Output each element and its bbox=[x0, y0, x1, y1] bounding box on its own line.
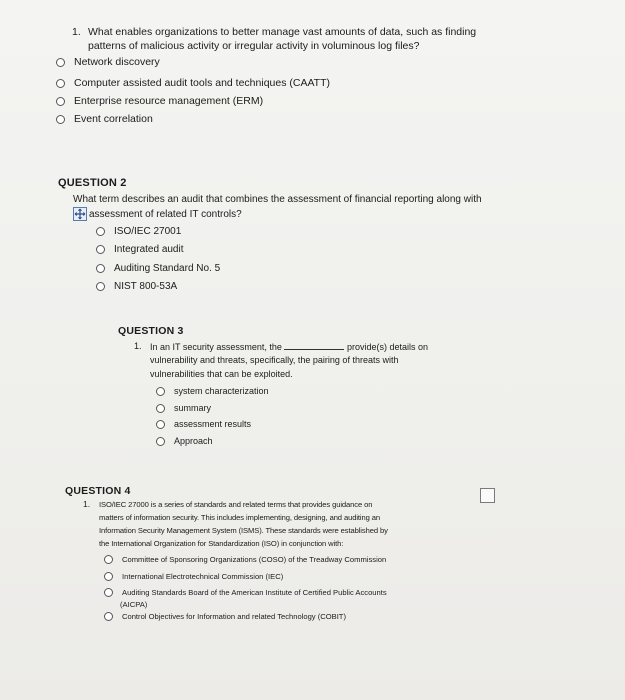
answer-blank bbox=[284, 340, 344, 350]
q1-number: 1. bbox=[72, 26, 81, 38]
radio-icon[interactable] bbox=[104, 588, 113, 597]
q4-option-label: Auditing Standards Board of the American Institute of Certified Public Accounts bbox=[122, 588, 387, 597]
radio-icon[interactable] bbox=[104, 555, 113, 564]
q4-text-line3: Information Security Management System (ISMS). These standards were established by bbox=[99, 526, 388, 535]
q1-option-label: Computer assisted audit tools and techniques (CAATT) bbox=[74, 77, 331, 89]
q3-text-line1a: In an IT security assessment, the bbox=[150, 342, 282, 352]
q3-option-label: system characterization bbox=[174, 386, 269, 396]
checkbox-icon[interactable] bbox=[480, 488, 495, 503]
q2-text-line2: assessment of related IT controls? bbox=[89, 209, 242, 220]
radio-icon[interactable] bbox=[156, 404, 165, 413]
q3-heading: QUESTION 3 bbox=[118, 325, 184, 337]
q4-option-label: International Electrotechnical Commission (IEC) bbox=[122, 572, 284, 581]
q2-option-1[interactable] bbox=[96, 224, 181, 239]
q4-option-1[interactable] bbox=[104, 553, 386, 566]
q3-option-1[interactable] bbox=[156, 385, 269, 398]
q2-option-label: Auditing Standard No. 5 bbox=[114, 263, 221, 274]
q1-option-2[interactable] bbox=[56, 76, 330, 91]
q1-text-line2: patterns of malicious activity or irregular activity in voluminous log files? bbox=[88, 40, 420, 52]
q3-option-3[interactable] bbox=[156, 418, 251, 431]
radio-icon[interactable] bbox=[156, 437, 165, 446]
q3-text-line3: vulnerabilities that can be exploited. bbox=[150, 369, 293, 379]
radio-icon[interactable] bbox=[96, 282, 105, 291]
q4-option-2[interactable] bbox=[104, 570, 283, 583]
q2-option-4[interactable] bbox=[96, 279, 177, 294]
radio-icon[interactable] bbox=[96, 264, 105, 273]
radio-icon[interactable] bbox=[104, 572, 113, 581]
q3-option-4[interactable] bbox=[156, 435, 213, 448]
q1-option-4[interactable] bbox=[56, 112, 153, 127]
radio-icon[interactable] bbox=[156, 387, 165, 396]
q3-text-line1 bbox=[150, 340, 428, 354]
q3-text-line1b: provide(s) details on bbox=[346, 342, 428, 352]
radio-icon[interactable] bbox=[96, 245, 105, 254]
q4-option-4[interactable] bbox=[104, 610, 346, 623]
q3-number: 1. bbox=[134, 341, 142, 351]
q2-option-3[interactable] bbox=[96, 261, 220, 276]
q4-text-line1: ISO/IEC 27000 is a series of standards and related terms that provides guidance on bbox=[99, 500, 373, 509]
q2-heading: QUESTION 2 bbox=[58, 177, 127, 189]
q4-text-line2: matters of information security. This includes implementing, designing, and auditing an bbox=[99, 513, 381, 522]
q4-number: 1. bbox=[83, 499, 91, 509]
q3-text-line2: vulnerability and threats, specifically, the pairing of threats with bbox=[150, 355, 399, 365]
q1-option-label: Event correlation bbox=[74, 113, 153, 125]
q4-option-3-continued: (AICPA) bbox=[120, 600, 148, 609]
radio-icon[interactable] bbox=[56, 79, 65, 88]
q3-option-label: Approach bbox=[174, 436, 213, 446]
q2-option-label: ISO/IEC 27001 bbox=[114, 226, 182, 237]
q1-option-1[interactable] bbox=[56, 55, 160, 70]
q2-option-label: NIST 800-53A bbox=[114, 281, 178, 292]
radio-icon[interactable] bbox=[56, 97, 65, 106]
q4-text-line4: the International Organization for Standardization (ISO) in conjunction with: bbox=[99, 539, 344, 548]
q2-option-2[interactable] bbox=[96, 242, 184, 257]
q3-option-label: assessment results bbox=[174, 419, 252, 429]
q2-option-label: Integrated audit bbox=[114, 244, 184, 255]
radio-icon[interactable] bbox=[56, 58, 65, 67]
q1-option-label: Enterprise resource management (ERM) bbox=[74, 95, 264, 107]
q1-option-3[interactable] bbox=[56, 94, 263, 109]
radio-icon[interactable] bbox=[156, 420, 165, 429]
q4-option-label: Committee of Sponsoring Organizations (COSO) of the Treadway Commission bbox=[122, 555, 387, 564]
q3-option-2[interactable] bbox=[156, 402, 211, 415]
q2-text-line1: What term describes an audit that combines the assessment of financial reporting along with bbox=[73, 194, 482, 205]
q4-heading: QUESTION 4 bbox=[65, 485, 131, 497]
q1-option-label: Network discovery bbox=[74, 56, 160, 68]
radio-icon[interactable] bbox=[104, 612, 113, 621]
q4-option-label: Control Objectives for Information and related Technology (COBIT) bbox=[122, 612, 346, 621]
q1-text-line1: What enables organizations to better manage vast amounts of data, such as finding bbox=[88, 26, 477, 38]
q3-option-label: summary bbox=[174, 403, 212, 413]
move-icon[interactable] bbox=[73, 207, 87, 221]
radio-icon[interactable] bbox=[96, 227, 105, 236]
radio-icon[interactable] bbox=[56, 115, 65, 124]
